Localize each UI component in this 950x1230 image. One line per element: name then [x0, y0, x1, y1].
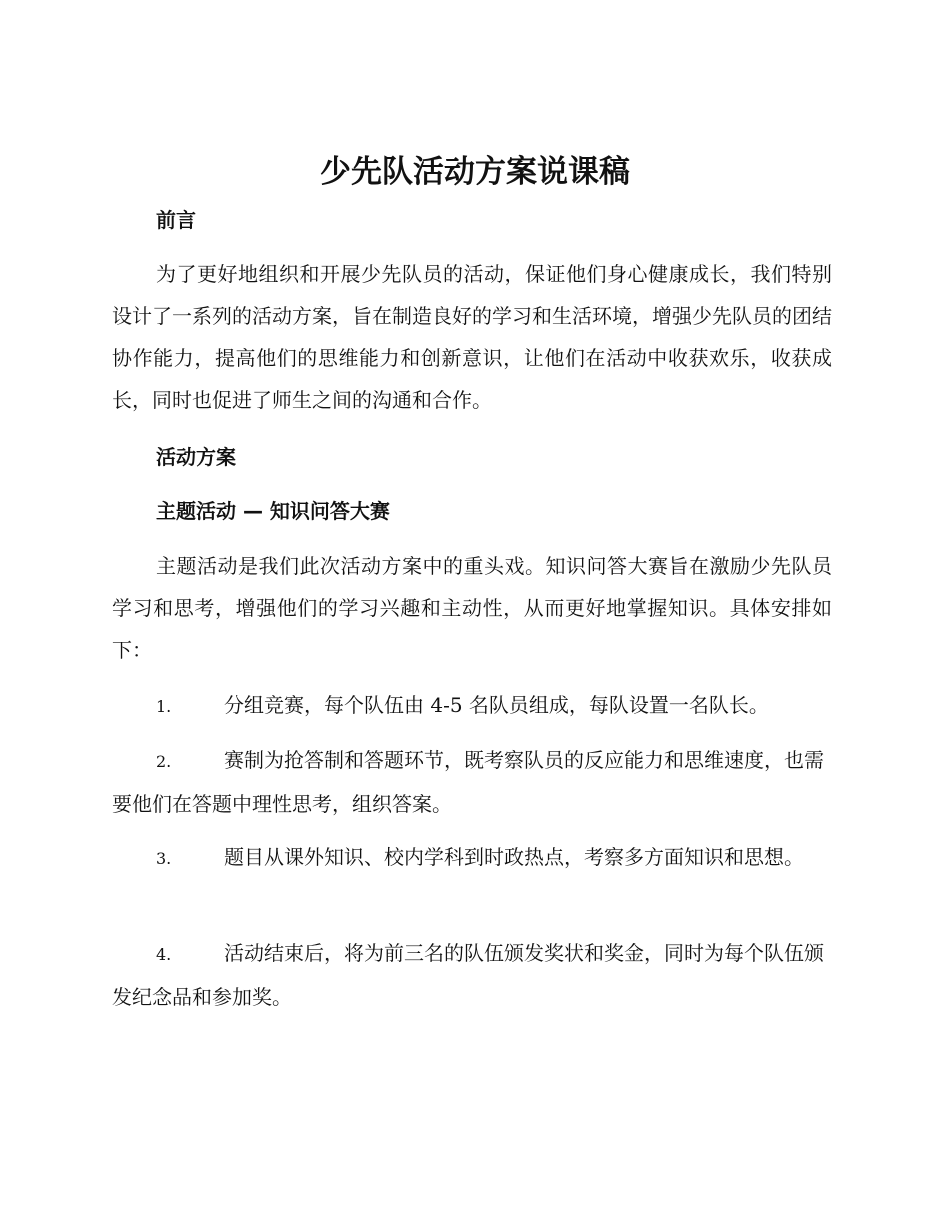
- preface-heading: 前言: [156, 208, 196, 232]
- list-item-text: 活动结束后，将为前三名的队伍颁发奖状和奖金，同时为每个队伍颁发纪念品和参加奖。: [112, 941, 824, 1009]
- preface-paragraph: 为了更好地组织和开展少先队员的活动，保证他们身心健康成长，我们特别设计了一系列的活动方案，旨在制造良好的学习和生活环境，增强少先队员的团结协作能力，提高他们的思维能力和创新意识，让他们在活动中收获欢乐，收获成长，同时也促进了师生之间的沟通和合作。: [112, 262, 832, 412]
- plan-heading: 活动方案: [156, 445, 236, 469]
- list-item: [112, 739, 832, 825]
- list-item-text: 赛制为抢答制和答题环节，既考察队员的反应能力和思维速度，也需要他们在答题中理性思考，组织答案。: [112, 748, 824, 816]
- list-item-number: 3.: [156, 849, 172, 868]
- list-item: [112, 684, 832, 728]
- list-item: [112, 932, 832, 1018]
- list-item: [112, 836, 832, 880]
- list-item-text: 分组竞赛，每个队伍由 4-5 名队员组成，每队设置一名队长。: [224, 693, 769, 717]
- document-title: 少先队活动方案说课稿: [320, 154, 630, 190]
- list-item-number: 4.: [156, 945, 172, 964]
- list-item-text: 题目从课外知识、校内学科到时政热点，考察多方面知识和思想。: [224, 845, 804, 869]
- list-item-number: 1.: [156, 697, 172, 716]
- theme-paragraph: 主题活动是我们此次活动方案中的重头戏。知识问答大赛旨在激励少先队员学习和思考，增强他们的学习兴趣和主动性，从而更好地掌握知识。具体安排如下：: [112, 554, 832, 662]
- theme-heading: 主题活动 — 知识问答大赛: [156, 499, 390, 523]
- list-item-number: 2.: [156, 752, 172, 771]
